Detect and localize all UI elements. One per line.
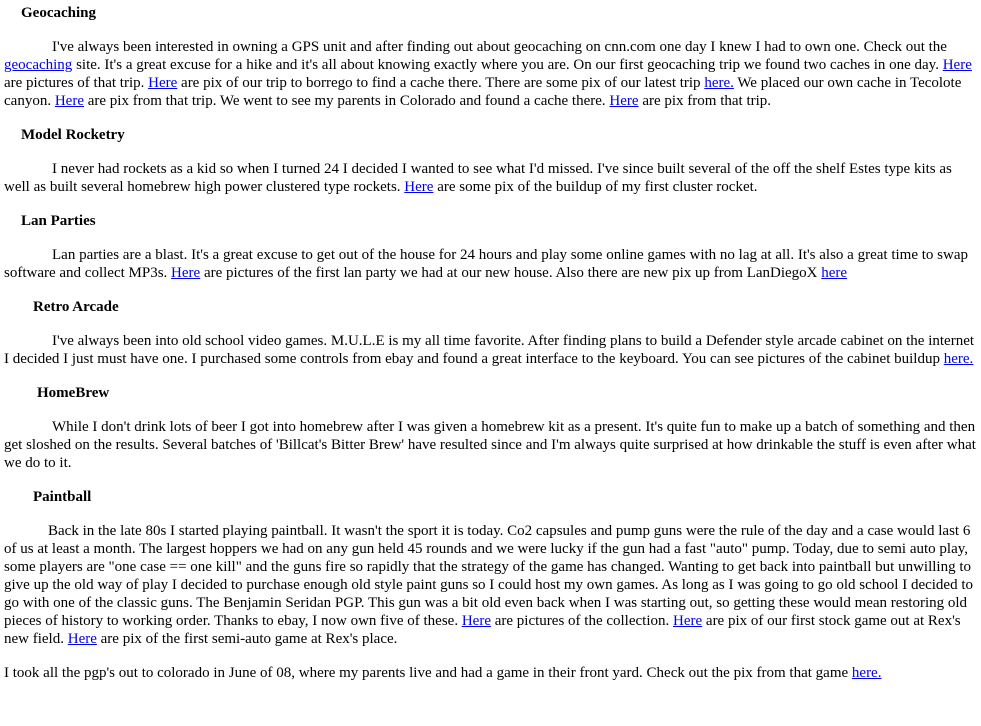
geocaching-site-link[interactable]: geocaching xyxy=(4,57,73,73)
colorado-game-paragraph: I took all the pgp's out to colorado in June of 08, where my parents live and had a game in their front yard. Check out the pix from that game here. xyxy=(4,665,882,681)
geocaching-paragraph: I've always been interested in owning a GPS unit and after finding out about geocaching on cnn.com one day I knew I had to own one. Check out the geocaching site. It's a great excuse for a hike and it's all about knowing exactly where you are. On our first geocaching trip we found two caches in one day. Here are pictures of that trip. Here are pix of our trip to borrego to find a cache there. There are some pix of our latest trip here. We placed our own cache in Tecolote canyon. Here are pix from that trip. We went to see my parents in Colorado and found a cache there. Here are pix from that trip. xyxy=(4,39,972,109)
colorado-game-link[interactable]: here. xyxy=(851,665,882,681)
geocaching-heading: Geocaching xyxy=(21,5,96,21)
retro-heading: Retro Arcade xyxy=(33,299,119,315)
first-stock-game-link[interactable]: Here xyxy=(673,613,703,629)
landiegox-link[interactable]: here xyxy=(821,265,848,281)
geocaching-first-trip-link[interactable]: Here xyxy=(942,57,972,73)
latest-trip-link[interactable]: here. xyxy=(704,75,734,91)
homebrew-paragraph: While I don't drink lots of beer I got into homebrew after I was given a homebrew kit as a present. It's quite fun to make up a batch of something and then get sloshed on the results. Several batches of 'Billcat's Bitter Brew' have resulted since and I'm always quite surprised at how drinkable the stuff is even after what we do to it. xyxy=(4,419,976,471)
first-semi-auto-game-link[interactable]: Here xyxy=(67,631,97,647)
colorado-trip-link[interactable]: Here xyxy=(609,93,639,109)
cluster-rocket-link[interactable]: Here xyxy=(404,179,434,195)
lan-paragraph: Lan parties are a blast. It's a great excuse to get out of the house for 24 hours and play some online games with no lag at all. It's also a great time to swap software and collect MP3s. Here are pictures of the first lan party we had at our new house. Also there are new pix up from LanDiegoX here xyxy=(4,247,968,281)
lan-heading: Lan Parties xyxy=(21,213,96,229)
rocketry-paragraph: I never had rockets as a kid so when I turned 24 I decided I wanted to see what I'd missed. I've since built several of the off the shelf Estes type kits as well as built several homebrew high power clustered type rockets. Here are some pix of the buildup of my first cluster rocket. xyxy=(4,161,952,195)
cabinet-buildup-link[interactable]: here. xyxy=(943,351,974,367)
rocketry-heading: Model Rocketry xyxy=(21,127,125,143)
retro-paragraph: I've always been into old school video games. M.U.L.E is my all time favorite. After finding plans to build a Defender style arcade cabinet on the internet I decided I just must have one. I purchased some controls from ebay and found a great interface to the keyboard. You can see pictures of the cabinet buildup here. xyxy=(4,333,975,367)
paintball-heading: Paintball xyxy=(33,489,92,505)
borrego-trip-link[interactable]: Here xyxy=(148,75,178,91)
first-lan-party-link[interactable]: Here xyxy=(171,265,201,281)
paintball-paragraph: Back in the late 80s I started playing paintball. It wasn't the sport it is today. Co2 capsules and pump guns were the rule of the day and a case would last 6 of us at least a month. The largest hoppers we had on any gun held 45 rounds and we were lucky if the gun had a fast "auto" pump. Today, due to semi auto play, some players are "one case == one kill" and the guns fire so rapidly that the strategy of the game has changed. Wanting to get back into paintball but unwilling to give up the old way of play I decided to purchase enough old style paint guns so I could host my own games. As long as I was going to go old school I decided to go with one of the classic guns. The Benjamin Seridan PGP. This gun was a bit old even back when I was starting out, so getting these would mean restoring old pieces of history to working order. Thanks to ebay, I now own five of these. Here are pictures of the collection. Here are pix of our first stock game out at Rex's new field. Here are pix of the first semi-auto game at Rex's place. xyxy=(4,523,974,647)
tecolote-trip-link[interactable]: Here xyxy=(54,93,84,109)
pgp-collection-link[interactable]: Here xyxy=(461,613,491,629)
homebrew-heading: HomeBrew xyxy=(37,385,110,401)
